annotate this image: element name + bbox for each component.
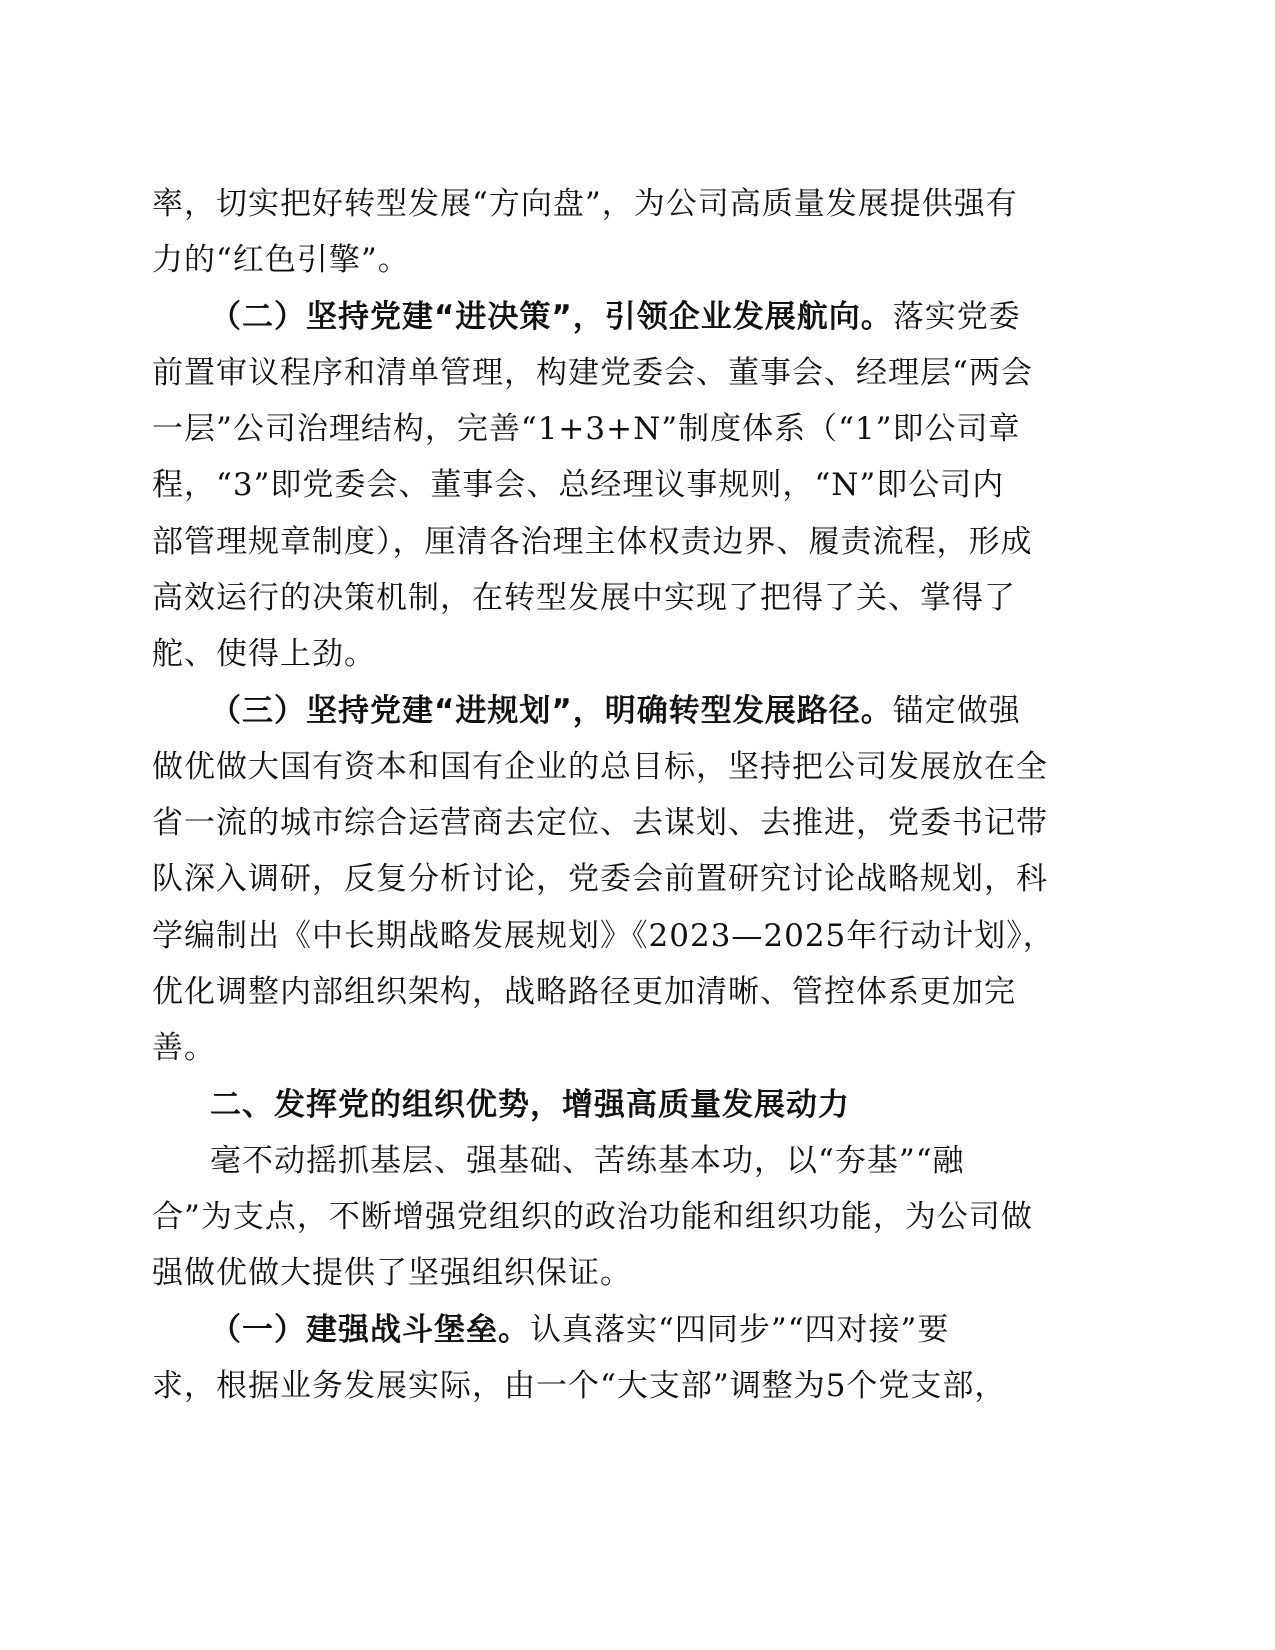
text-line: 前置审议程序和清单管理，构建党委会、董事会、经理层“两会 (152, 355, 1033, 391)
text-line: 部管理规章制度），厘清各治理主体权责边界、履责流程，形成 (152, 524, 1033, 560)
text-line: 优化调整内部组织架构，战略路径更加清晰、管控体系更加完 (152, 974, 1016, 1010)
text-line: 程，“3”即党委会、董事会、总经理议事规则，“N”即公司内 (152, 467, 1005, 503)
paragraph-text: 锚定做强 (892, 693, 1021, 729)
text-line: 率，切实把好转型发展“方向盘”，为公司高质量发展提供强有 (152, 186, 1018, 222)
text-line: 求，根据业务发展实际，由一个“大支部”调整为5个党支部， (152, 1368, 1007, 1404)
text-line: 善。 (152, 1030, 216, 1066)
text-line: 合”为支点，不断增强党组织的政治功能和组织功能，为公司做 (152, 1199, 1033, 1235)
paragraph-text: 认真落实“四同步”“四对接”要 (530, 1312, 950, 1348)
text-line: 强做优做大提供了坚强组织保证。 (152, 1255, 632, 1291)
text-line: 学编制出《中长期战略发展规划》《2023—2025年行动计划》， (152, 918, 1055, 954)
paragraph-heading: （二）坚持党建“进决策”，引领企业发展航向。 (210, 299, 893, 335)
text-line: 舵、使得上劲。 (152, 636, 376, 672)
paragraph-heading: （一）建强战斗堡垒。 (210, 1312, 530, 1348)
text-line: 一层”公司治理结构，完善“1+3+N”制度体系（“1”即公司章 (152, 411, 1021, 447)
paragraph-heading: （三）坚持党建“进规划”，明确转型发展路径。 (210, 693, 893, 729)
text-line: 力的“红色引擎”。 (152, 242, 410, 278)
text-line: 队深入调研，反复分析讨论，党委会前置研究讨论战略规划，科 (152, 861, 1048, 897)
paragraph-text: 落实党委 (892, 299, 1021, 335)
paragraph-first-line (210, 1310, 949, 1350)
section-title: 二、发挥党的组织优势，增强高质量发展动力 (210, 1087, 850, 1123)
paragraph-first-line (210, 691, 1021, 731)
text-line: 高效运行的决策机制，在转型发展中实现了把得了关、掌得了 (152, 580, 1016, 616)
text-line: 省一流的城市综合运营商去定位、去谋划、去推进，党委书记带 (152, 805, 1048, 841)
text-line: 毫不动摇抓基层、强基础、苦练基本功，以“夯基”“融 (210, 1143, 965, 1179)
text-line: 做优做大国有资本和国有企业的总目标，坚持把公司发展放在全 (152, 749, 1048, 785)
paragraph-first-line (210, 297, 1021, 337)
